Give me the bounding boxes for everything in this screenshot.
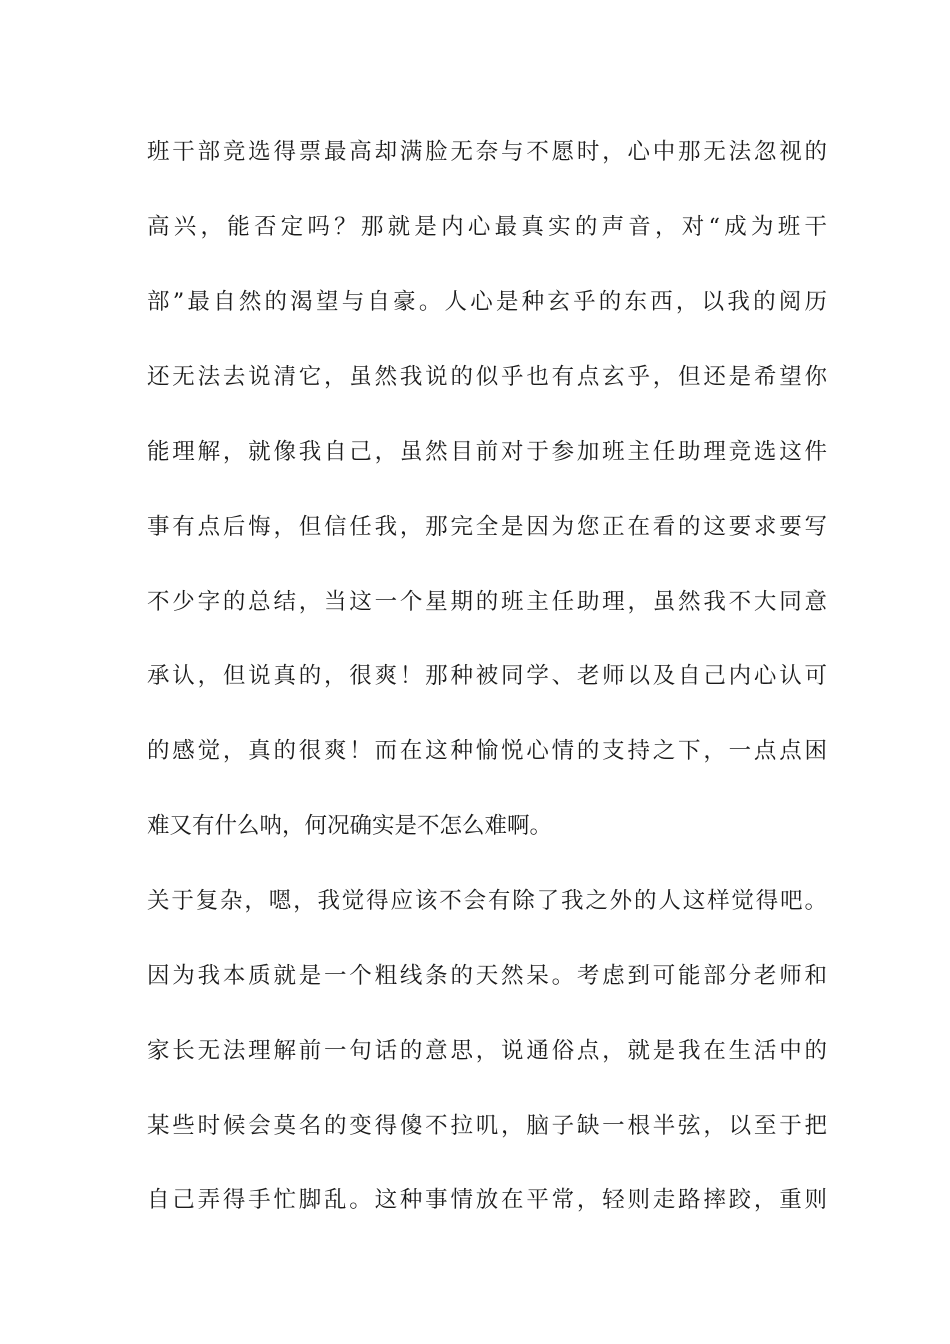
text-line: 难又有什么呐，何况确实是不怎么难啊。 [147,813,553,839]
text-line: 部”最自然的渴望与自豪。人心是种玄乎的东西，以我的阅历 [147,289,827,315]
text-line: 事有点后悔，但信任我，那完全是因为您正在看的这要求要写 [147,514,827,540]
text-line: 关于复杂，嗯，我觉得应该不会有除了我之外的人这样觉得吧。 [147,888,827,914]
text-line: 还无法去说清它，虽然我说的似乎也有点玄乎，但还是希望你 [147,364,827,390]
text-line: 家长无法理解前一句话的意思，说通俗点，就是我在生活中的 [147,1038,827,1064]
text-line: 班干部竞选得票最高却满脸无奈与不愿时，心中那无法忽视的 [147,139,827,165]
text-line: 高兴，能否定吗？那就是内心最真实的声音，对“成为班干 [147,214,827,240]
text-line: 因为我本质就是一个粗线条的天然呆。考虑到可能部分老师和 [147,963,827,989]
text-line: 某些时候会莫名的变得傻不拉叽，脑子缺一根半弦，以至于把 [147,1113,827,1139]
text-line: 承认，但说真的，很爽！那种被同学、老师以及自己内心认可 [147,663,827,689]
text-line: 能理解，就像我自己，虽然目前对于参加班主任助理竞选这件 [147,439,827,465]
text-line: 不少字的总结，当这一个星期的班主任助理，虽然我不大同意 [147,589,827,615]
text-line: 的感觉，真的很爽！而在这种愉悦心情的支持之下，一点点困 [147,738,827,764]
text-line: 自己弄得手忙脚乱。这种事情放在平常，轻则走路摔跤，重则 [147,1187,827,1213]
